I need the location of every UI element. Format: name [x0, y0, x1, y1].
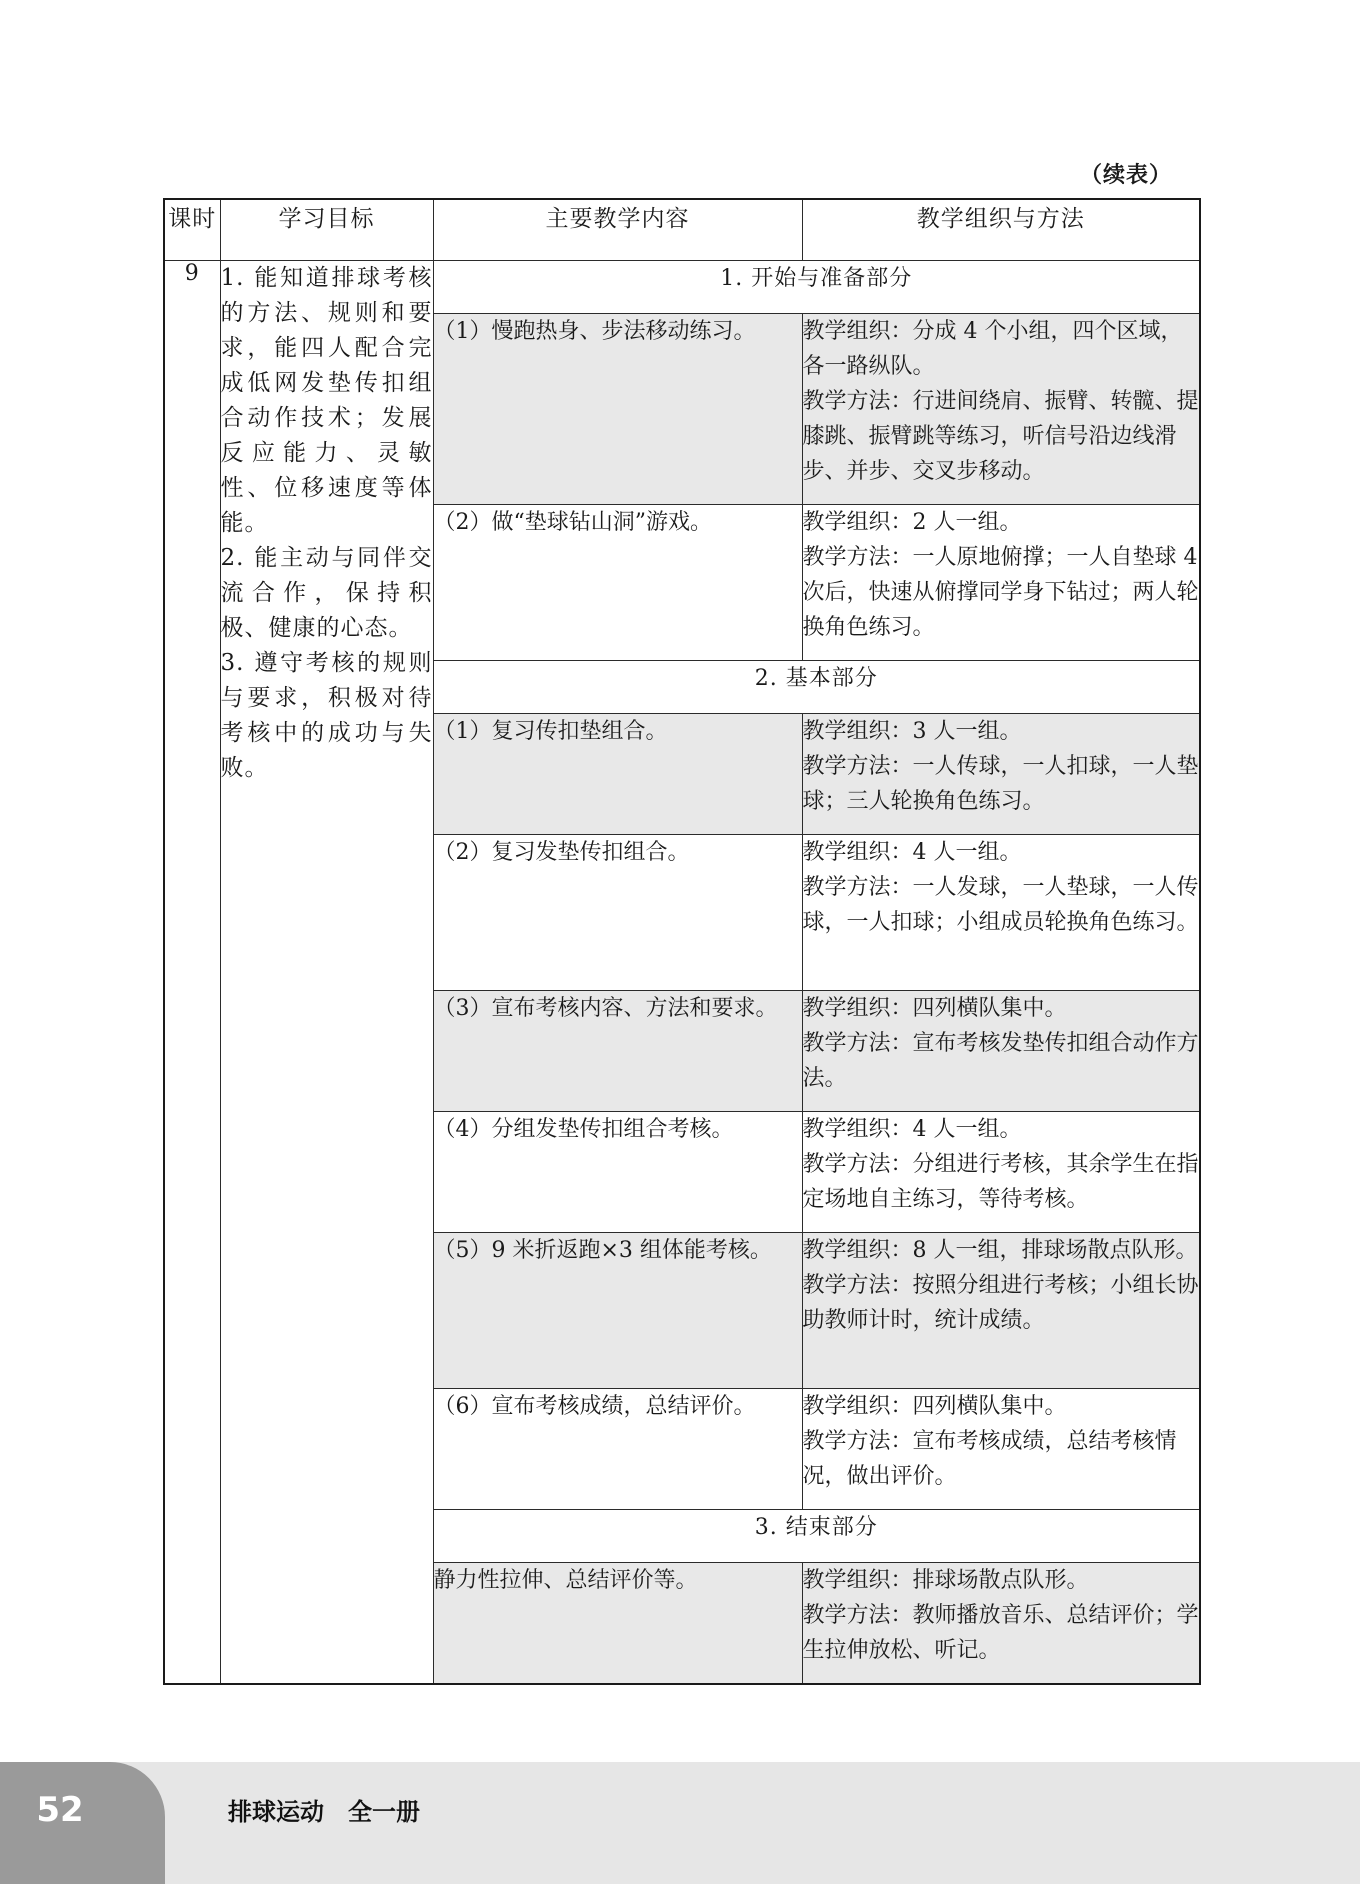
header-lesson: 课时	[164, 199, 220, 261]
method-approach: 教学方法：宣布考核成绩，总结考核情况，做出评价。	[802, 1429, 1177, 1489]
method-cell	[802, 505, 1200, 661]
method-cell	[802, 1389, 1200, 1510]
lesson-plan-table	[163, 198, 1201, 1685]
learning-goals	[220, 261, 433, 1684]
method-approach: 教学方法：行进间绕肩、振臂、转髋、提膝跳、振臂跳等练习，听信号沿边线滑步、并步、交叉步移动。	[802, 389, 1199, 484]
goal-3: 3. 遵守考核的规则与要求，积极对待考核中的成功与失败。	[220, 650, 433, 781]
lesson-number: 9	[164, 261, 220, 1684]
method-cell	[802, 991, 1200, 1112]
page-number: 52	[36, 1790, 84, 1830]
table-header-row	[164, 199, 1200, 261]
book-title: 排球运动 全一册	[228, 1798, 420, 1826]
method-org: 教学组织：8 人一组，排球场散点队形。	[802, 1238, 1198, 1263]
method-cell	[802, 1563, 1200, 1684]
method-org: 教学组织：四列横队集中。	[802, 1394, 1067, 1419]
goal-2: 2. 能主动与同伴交流合作，保持积极、健康的心态。	[220, 545, 433, 641]
header-goals: 学习目标	[220, 199, 433, 261]
header-method: 教学组织与方法	[802, 199, 1200, 261]
section-title: 2. 基本部分	[433, 661, 1200, 714]
footer-band	[0, 1762, 1360, 1884]
content-cell: （5）9 米折返跑×3 组体能考核。	[433, 1233, 802, 1389]
method-org: 教学组织：4 人一组。	[802, 840, 1022, 865]
method-org: 教学组织：排球场散点队形。	[802, 1568, 1089, 1593]
method-approach: 教学方法：教师播放音乐、总结评价；学生拉伸放松、听记。	[802, 1603, 1199, 1663]
method-approach: 教学方法：一人原地俯撑；一人自垫球 4 次后，快速从俯撑同学身下钻过；两人轮换角色练习。	[802, 545, 1199, 640]
goal-1: 1. 能知道排球考核的方法、规则和要求，能四人配合完成低网发垫传扣组合动作技术；发展反应能力、灵敏性、位移速度等体能。	[220, 265, 433, 536]
method-cell	[802, 314, 1200, 505]
continued-label: （续表）	[1080, 163, 1173, 188]
method-org: 教学组织：4 人一组。	[802, 1117, 1022, 1142]
method-approach: 教学方法：按照分组进行考核；小组长协助教师计时，统计成绩。	[802, 1273, 1199, 1333]
method-org: 教学组织：四列横队集中。	[802, 996, 1067, 1021]
method-org: 教学组织：分成 4 个小组，四个区域，各一路纵队。	[802, 319, 1183, 379]
method-approach: 教学方法：分组进行考核，其余学生在指定场地自主练习，等待考核。	[802, 1152, 1199, 1212]
content-cell: （2）做“垫球钻山洞”游戏。	[433, 505, 802, 661]
content-cell: （1）复习传扣垫组合。	[433, 714, 802, 835]
method-cell	[802, 1233, 1200, 1389]
method-org: 教学组织：3 人一组。	[802, 719, 1022, 744]
content-cell: （4）分组发垫传扣组合考核。	[433, 1112, 802, 1233]
content-cell: （3）宣布考核内容、方法和要求。	[433, 991, 802, 1112]
content-cell: （1）慢跑热身、步法移动练习。	[433, 314, 802, 505]
section-title: 1. 开始与准备部分	[433, 261, 1200, 314]
method-org: 教学组织：2 人一组。	[802, 510, 1022, 535]
method-cell	[802, 714, 1200, 835]
method-approach: 教学方法：一人发球，一人垫球，一人传球，一人扣球；小组成员轮换角色练习。	[802, 875, 1199, 935]
method-approach: 教学方法：宣布考核发垫传扣组合动作方法。	[802, 1031, 1199, 1091]
section-title: 3. 结束部分	[433, 1510, 1200, 1563]
method-approach: 教学方法：一人传球，一人扣球，一人垫球；三人轮换角色练习。	[802, 754, 1199, 814]
content-cell: （6）宣布考核成绩，总结评价。	[433, 1389, 802, 1510]
method-cell	[802, 835, 1200, 991]
content-cell: 静力性拉伸、总结评价等。	[433, 1563, 802, 1684]
method-cell	[802, 1112, 1200, 1233]
content-cell: （2）复习发垫传扣组合。	[433, 835, 802, 991]
section-row	[164, 261, 1200, 314]
header-content: 主要教学内容	[433, 199, 802, 261]
